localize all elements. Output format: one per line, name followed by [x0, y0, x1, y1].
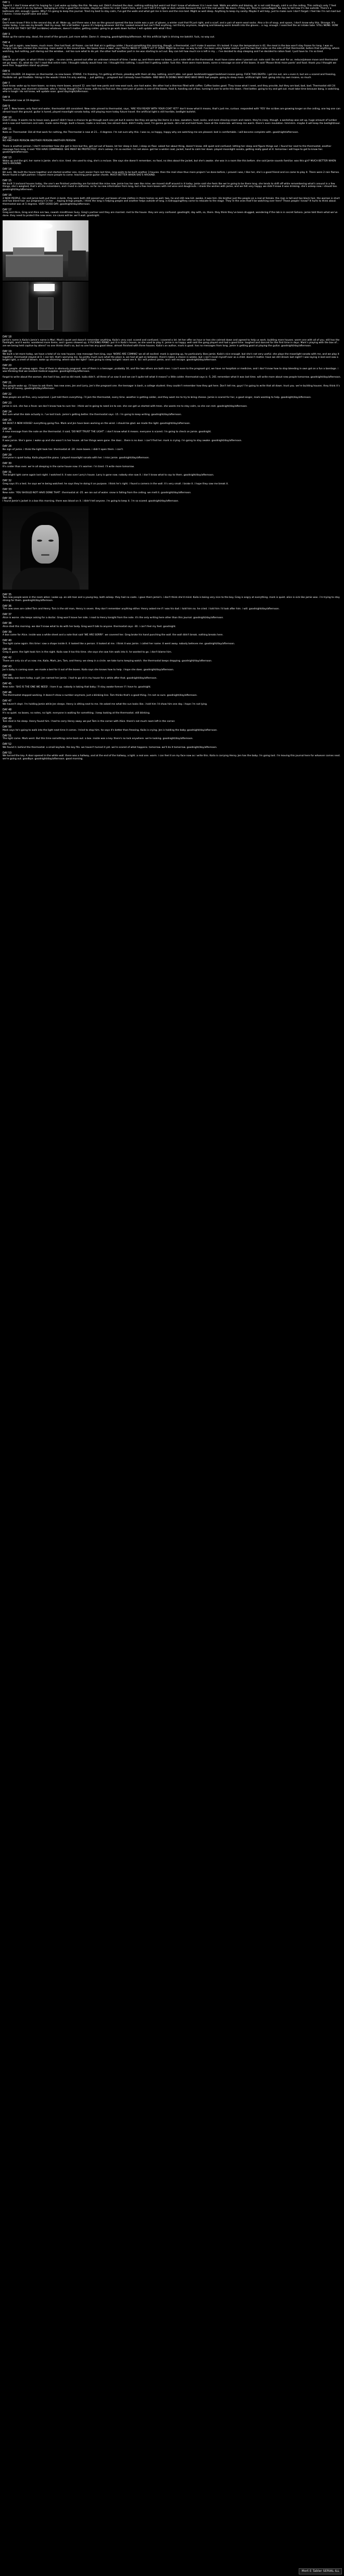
entry-day-label: DAY 44	[3, 674, 12, 677]
entry-text: Tom died in his sleep. Henry found him. I had to carry Henry away. we put Tom in the corner with Alice. there's not much room left in the corner.	[3, 720, 175, 723]
entry-day-label: DAY 5	[3, 56, 10, 59]
entry-text: We built a lot more today, we have a total of six new houses. new message from king, says 'WORE ARE COMING' we all all excited. mark is opening up, he particularly likes jamie. Kaila's nice enough. but she's not very useful. she plays the moonlight sonata with me, and we play it together. thermostat stayed at 0. I can tell, that's worrying me. So pretty much sure what the place is, we had all got on between. there's taken a choice in weeks. but i can’t recall myself ever as a child. doesn’t matter. have we still dream last night? I was laying in bed and saw a bright light, a smell of dream. woke up shivering. where was the light? i was going to sleep tonight i want see it. So i will protect jamie, and i will escape. goodnight/day/afternoon.	[3, 353, 340, 362]
hallway-photo	[3, 282, 88, 332]
entry-day-label: DAY 46	[3, 691, 12, 694]
entry-day-label: DAY 28	[3, 445, 12, 448]
entry-text: Bit sure. We built the house together and started another one, much easier from last time, long waits to be built another 3 houses. then the mail shoe thus more project i’ve done before, i proved i was, I like her, she’s a good friend and ice came to play it. There were 2 rain flames. Never found a right partner. I expect more people to come. teaching jamie guitar chords. MUCH BETTER WHEN SHE'S AROUND.	[3, 171, 341, 177]
journal-part-1	[3, 2, 341, 217]
entry-day-label: DAY 22	[3, 393, 12, 396]
entry-text: Didn't sleep. It wants me to leave soon, guess? didn't have a chance to go through each one yet but it seems like they are going like items in a box. sweaters, hoot, socks, and even shaving cream and razors. they're crazy, though. a workshop was set up, huge amount of lumber and a saw and hammers and nails. made some things. built a house, made a nice bed, has almost done. didn't really need, I'm gonna go back. did a lot and hold foam. have all the materials. will keep me warm. there's even insulation. hmmmm. maybe it will keep the bedlight/soul.	[3, 119, 341, 125]
entry-text: The new ones are called Tom and Henry. Tom is the old man, Henry is seven. they don’t remember anything either. Henry asked me if i was his dad. i told him no. he cried. i told him i'd look after him. i will. goodnight/day/afternoon.	[3, 608, 280, 611]
entry-day-label: DAY 21	[3, 382, 12, 385]
portrait-photo	[3, 506, 88, 590]
entry-text: Two people woke up. i’ll have to ask them. two new ones, Jen and Larry, Jen’s the pregnant one. the teenager is bash, a college student. they couldn’t remember how they got here. Don’t tell me, guys! I’m going to write that all down. trust you. we’re building houses. they think it’s in a lot of money, goodnight/day/afternoon.	[3, 384, 341, 391]
entry-text: Jamie is sick. she has a fever. we don’t know how to cure her. i think we’re going to need ice to see. she can get us started with trees. she wants me to stay calm, so she can rest. goodnight/day/afternoon.	[3, 405, 248, 408]
entry-day-label: DAY 30	[3, 462, 12, 466]
entry-text: We found it. behind the thermostat. a small keyhole. the key fits. we haven't turned it yet. we're scared of what happens. tomorrow. we'll do it tomorrow. goodnight/day/afternoon.	[3, 746, 218, 749]
entry-text: Stayed up all night, or what I think is night... no one came, passed out after an unknown amount of time. I woke up, and there were no boxes, just a note left on the thermostat. must have come when I passed out. note said: Do not wait for us. reduce/please move and thermostat set go down. 41, what do I do? I read that entire note. I thought nobody would hear me. I thought this nothing, I could feel it getting colder. fuck this. there were more boxes, some a message on one of the boxes. It said 'Please think more pants' and food. thank you I thought we were fine. Suggestion stand up please.	[3, 59, 339, 68]
entry-day-label: DAY 42	[3, 657, 12, 660]
entry-text: A box came for Alice. inside was a white sheet and a note that said 'WE ARE SORRY'. we covered her. Greg broke his hand punching the wall. the wall didn't break. nothing breaks here.	[3, 634, 223, 637]
entry-text-continued: forgot to write about the woman. she had it too, and so did mark. kaila didn’t. all three of us saw it and we can’t quite tell what it means? a little colder. thermostat says is -5, 201 remember what it was last time. will write more about new people tomorrow. goodnight/day/afternoon.	[3, 376, 341, 379]
entry-day-label: DAY 29	[3, 454, 12, 457]
entry-day-label: DAY 45	[3, 683, 12, 686]
entry-day-label: DAY 35	[3, 593, 12, 596]
entry-day-label: DAY 15	[3, 180, 12, 183]
entry-day-label: DAY 41	[3, 648, 12, 651]
watermark-badge: Mort E Tabler SERIAL ILL	[299, 2568, 342, 2574]
entry-day-label: DAY 16	[3, 194, 12, 197]
entry-text: NO ANOTHER PERSON ANOTHER PERSON ANOTHER PERSON	[3, 140, 75, 143]
entry-text: The thermostat stopped working. it doesn't show a number anymore, just a blinking line. Tom thinks that's a good thing. i'm not so sure. goodnight/day/afternoon.	[3, 694, 198, 697]
entry-text: Alice died this morning. we don’t know what to do with her body. Greg won't talk to anyone. thermostat says -30. i can't feel my feet. goodnight.	[3, 625, 176, 628]
entry-text: Not sure what the date actually is. i’ve lost track. jamie’s getting better. the thermostat says -15. i’m going to keep writing. goodnight/day/afternoon.	[3, 414, 182, 417]
entry-text: The light came. Mark went. But this time something came back out. a box. inside was a key. there's no lock anywhere. we're looking. goodnight/day/afternoon.	[3, 737, 194, 741]
entry-day-label: DAY 32	[3, 480, 12, 483]
entry-text: Alice is worse. she keeps asking for a doctor. Greg won't leave her side. i read to Henry tonight from the note. it's the only writing here other than this journal. goodnight/day/afternoon.	[3, 616, 224, 619]
entry-text: Don't even know if this is the second day at all. Woke up, and there was a box on the ground opened the box inside was a pair of gloves, a winter coat that fit just right, and a scarf, and a pair of warm wool socks. Also a tin of soup, and spoon, I don't know why this. Strange. It's colder today, I can see my breath. Had my soup, felt a bit better. I guess it's helping whoever did this. Looked around but can't find anything, not thirsty anymore, laughing and blowing warm breath into the gloves... a rug, enough. I searched the air intake tube. STILL NONE. HOW THE FUCK DO THEY GET IN? (scribbles) whatever, doesn't matter, getting colder. going to go walk down further. I will update with what I find.	[3, 21, 339, 30]
entry-text: The baby was born today. a girl. Jen named her Jamie. i had to go sit in my house for a while after that. goodnight/day/afternoon.	[3, 677, 158, 680]
room-photo	[3, 220, 88, 281]
entry-day-label: DAY 12	[3, 136, 12, 140]
entry-day-label: DAY 23	[3, 402, 12, 405]
entry-text: Two new people were in the room when i woke up. an old man and a young boy, both asleep. they had no coats. i gave them jamie's. i don't think she'd mind. Kaila is being very nice to the boy. Greg is angry at everything. mark is quiet. alice is sick like jamie was. i’m trying to stay strong for them. goodnight/day/afternoon.	[3, 596, 341, 602]
entry-day-label: DAY 19	[3, 350, 12, 353]
entry-day-label: DAY 8	[3, 96, 10, 99]
entry-text: I got 7. New boxes, only food and water, thermostat still consistent. New note pinned to thermostat, says, 'ARE YOU READY WITH YOUR COAT YET?' don't know what it means, that's just me, curious. responded with 'YES' the scribes are growing longer on the ceiling, one leg one can almost touch the ground. guitar is tuned, played moonlight sonata today. still playing more today future travel. the artificial light is still horrible, bedlight bullshit.	[3, 108, 341, 114]
entry-day-label: DAY 49	[3, 717, 12, 720]
entry-text: Dont know. woke up to more boxes. so many more boxes, around 12. one had new pants and new wool sock, one had water, the other had a thermos filled with coffee. Coffee tastes good. They know what I need, and they provide, but they are bad, bad, bad. Thermostat still 24 degrees. Jesus, was stunned a blanket. who is 'doing' though? Don't know, with try to find out. they sent pair of pants in one of the boxes, food it, handing out of box. turning it over to write this down. I feel better. going to try and get out. must take time because bang, is watching. who is tough i do not know, will update soon. good day/night/afternoon.	[3, 85, 341, 94]
entry-text: Woke up the same way, dead, the smell of the ground, just more white. Damn it. sleeping, goodnight/day/afternoon. All this artificial light is driving me batshit. fuck, no way out.	[3, 36, 215, 39]
entry-text: The bright light came again last night. I watched it. it was over Larry's house. Larry is gone now. nobody else saw it. i don’t know what to say to them. goodnight/day/afternoon.	[3, 474, 214, 477]
entry-text: Greg is gone. the light took him in the night. Kaila saw it too this time. she says she saw him walk into it. he wanted to go. i don't blame him.	[3, 651, 172, 654]
entry-day-label: DAY 40	[3, 640, 12, 643]
entry-day-label: DAY 33	[3, 489, 12, 491]
entry-text: More people. all asleep again. One of them is obviously pregnant. one of them is a teenager, probably 16, and the two others are both men. I can’t even to the pregnant girl, we have no hospitals or medicine, and i don’t know how to stop bleeding in own got on a fun a bandage. i was thinking that we needed medical supplies. goodnight/day/afternoon.	[3, 367, 339, 373]
entry-text: WE BUILT A NEW HOUSE! everything going fine. Mark and Jen have been working on the wind. i should be glad. we made the light. goodnight/day/afternoon.	[3, 422, 190, 425]
entry-text: Greg says it's a test. he says we’re being watched. he says they're doing it on purpose. i think he’s right. i found a camera in the wall. it’s very small. i broke it. i hope they saw me break it.	[3, 483, 229, 485]
entry-day-label: DAY 38	[3, 622, 12, 625]
entry-day-label: DAY 2	[3, 19, 10, 22]
entry-day-label: DAY 36	[3, 605, 12, 608]
entry-day-label: DAY 25	[3, 419, 12, 422]
entry-text-continued: There is another person. I don't remember how she got in here but the, get out out of boxes, let her sleep in bed, i sleep on floor. asked her about thing, doesn't know. still quiet and confused. letting her sleep and figure things out. i found her next to the thermostat, another message from long, it said 'YOU HAVE COMPANIED. SHE MUST BE PROTECTED'. she's asleep. i'm so excited. i'm not alone. got her a winter coat, jacket, hand to calm her down. played moonlight sonata, getting really good at it. tomorrow i will hope to get to know her. good/night/afternoon.	[3, 145, 332, 154]
entry-text: A new message from the note on the thermostat. it said, 'DO NOT TRUST THE LIGHT'. i don’t know what it means. everyone is scared. i’m going to check on jamie. goodnight.	[3, 431, 212, 434]
photo-strip	[3, 220, 341, 332]
entry-text: It's colder than ever. we’re all sleeping in the same house now. it’s warmer. i’m tired. i’ll write more tomorrow.	[3, 465, 135, 468]
entry-day-label: DAY 10	[3, 116, 12, 119]
entry-day-label: DAY 37	[3, 614, 12, 617]
entry-day-label: DAY 43	[3, 665, 12, 668]
entry-text: I found Jamie's jacket in a box this morning. there was blood on it. i didn't tell anyone. i'm going to keep it. i’m so scared. goodnight/day/afternoon.	[3, 500, 179, 503]
entry-text: New note: 'YOU SHOULD NOT HAVE DONE THAT'. thermostat at -25. we ran out of water. snow is falling from the ceiling. we melt it. goodnight/day/afternoon.	[3, 491, 192, 494]
entry-text: New people are all fine, very surprised. i just told them everything. i’ll jam the thermostat, every time. weather is getting colder, and they want me to try to bring cheese. Jamie is scared for her, a good singer, mark wanting to help. goodnight/day/afternoon.	[3, 396, 312, 399]
entry-day-label: DAY 50	[3, 726, 12, 729]
entry-text: 2 NEW PEOPLE. me and jamie both put them in beds. they were both still passed out. put boxes of new clothes in there homes as well. two, he and still new kid. awake, it was him. His brother just the people on a real at female. the man is tall and has black hair, the woman is short and has blond hair. our pregnancy's in her ... hoping brings people, i think the long is helping people and another helps outside of long. is kidnapping/they come to relocate to the stage. They’re the ones that’ll be watching over here? Those people I know? It hurts to think about. thermostat was at 5 degrees. VERY GOOD DAY, goodnight/day/afternoon.	[3, 197, 341, 206]
entry-text: We turned the key. A door opened in the white wall. there was a hallway, and at the end of the hallway, a light. a real one. warm. i can feel it on my face now as i write this. Kaila is carrying Henry. Jen has the baby. i'm going last. i'm leaving this journal here for whoever comes next. we're going out. goodbye. goodnight/day/afternoon. good morning.	[3, 755, 341, 760]
entry-day-label: DAY 4	[3, 42, 10, 45]
entry-text: Note on Thermostat: Did all that work for nothing, the Thermostat is now at 21... 4 degrees. I'm not sure why this. I was so, so happy, happy why are watching me are pleased. bed is comfortable. i will become complete with. good/night/afternoon.	[3, 131, 299, 134]
entry-day-label: DAY 24	[3, 410, 12, 414]
entry-text: MUCH COLDER. 24 degrees on thermostat, no new boxes. STARVE. I'm freezing, I'm getting all there, pleading with them all day. nothing, aren't able. not good. bedsheet/ragged bedsheet insane going. FUCK THIS DEATH. i get me out, are u even it, but are u scared and freezing, frostbite set. got frostbite. hiking in the woods I think I'm only waiting ... just getting ... pregnant but I already have frostbite. AND WHO IS DOING WHO WHO WHO WHO had people. going to sleep more. artificial light. bad. going into my own insane, so much.	[3, 73, 337, 79]
entry-text: New note: 'SHE IS THE ONE WE NEED'. I tore it up. nobody is taking that baby. i’ll stay awake forever if i have to. goodnight.	[3, 685, 151, 689]
entry-day-label: DAY 34	[3, 497, 12, 500]
entry-day-label: DAY 52	[3, 743, 12, 746]
entry-day-label: DAY 18	[3, 336, 12, 339]
entry-day-label: DAY 39	[3, 631, 12, 634]
entry-day-label: DAY 6	[3, 70, 10, 73]
entry-text: Jamie's name is Kaila's Jamie's name is Mari. Mark's quiet and doesn't remember anything. Kaila's very cool. scared and confused. i covered a lot. let her offer an hour or two she calmed down and agreed to help us work. building more houses. warm one with all of you. still has the flashlight, and it works. wandered more items, and i guess showed up, 4 FUCKING PIANO. put it in Kaila’s house, as she used to play it. jamie is so happy. well said the gang played and had a good time. laughed and danced for the first time in days. Mark’s playing with the box of... are we being held captive by aliens? no one thinks that's so, but no one has any good ideas. almost finished with three houses. Kaila's an author, mark is good. has no messages from long. jamie is getting good at playing the guitar. goodnight/day/afternoon.	[3, 339, 340, 347]
entry-text: The light came again. this time i saw a shape inside it. it looked like a person. it looked at me. i think it was jamie. i called her name. it went away. nobody believes me. goodnight/day/afternoon.	[3, 642, 235, 645]
entry-day-label: DAY 7	[3, 82, 10, 85]
entry-text: We built 3 ice/sand houses today, the one’s we finished yesterday are furnished like mine now. jamie has her own like mine, we moved stuff around in it today. jamie said she feels like we’re going to be there long. she tends to drift off while remembering what’s around in a few things, she’s weighed, that’s all she remembers, and i lived in california. so far no new information from long, but a few more boxes with red wine and doughnuts. i drank the wishes with jamie, and we felt very happy. we didn't know it was drinking. she's asleep now. i should too. goodnight/day/afternoon.	[3, 182, 338, 191]
journal-part-4	[3, 692, 341, 761]
entry-day-label: DAY 13	[3, 157, 12, 160]
entry-day-label: DAY 53	[3, 752, 12, 755]
entry-text: They got in again, new boxes, much more. One had food, all frozen. can tell that air is getting colder. I found something this morning, though, a thermostat, can't make it warmer. It's locked. It says the temperature is 42, the meal in the box won't stay frozen for long. I was so hungry I ate two chicken this morning. more water in the second box. the boxes have a label, says YOU'LL NEED IT, DON'T LET IT OVER. Might be a clue. no way to tell. I've been using heater seams. Just the two that came on the side of that thermostat, before that anything, where watching, but nothing, just staring out the window... not too sure what to do yet. the other half another part in me was starting to act out. Boy can tell how much ice is left in my ... I've decided to stop sleeping and I've decided to ration food. I just have to. I'm so tired.	[3, 44, 340, 53]
entry-day-label: DAY 17	[3, 208, 12, 211]
entry-text: Thermostat now at 19 degrees.	[3, 99, 41, 102]
entry-day-label: DAY 20	[3, 365, 12, 368]
entry-text: No sign of jamie. i think the light took her. thermostat at -20. more boxes. i didn’t open them. i can't.	[3, 448, 124, 451]
entry-day-label: DAY 27	[3, 436, 12, 440]
entry-text: There are only six of us now. me, Kaila, Mark, Jen, Tom, and Henry. we sleep in a circle. we take turns keeping watch. the thermostat keeps dropping. goodnight/day/afternoon.	[3, 659, 212, 662]
entry-text: It's so quiet. no boxes, no notes, no light. everyone is waiting for something. i keep looking at the thermostat. still blinking.	[3, 711, 150, 715]
entry-day-label: DAY 9	[3, 105, 10, 108]
entry-day-label: DAY 3	[3, 33, 10, 36]
entry-day-label: DAY 1	[3, 2, 10, 4]
portrait-strip	[3, 506, 341, 590]
entry-day-label: DAY 14	[3, 168, 12, 171]
entry-text: We haven't slept. I'm holding Jamie while Jen sleeps. Henry is sitting next to me. He asked me what the sun looks like. i told him i'd show him one day. i hope i’m not lying.	[3, 703, 208, 706]
entry-day-label: DAY 11	[3, 128, 12, 131]
entry-day-label: DAY 48	[3, 708, 12, 711]
entry-text: Woke up and the girl, her name is Jamie. she's nice. tired. she used to sing, she's a recluse. She says she doesn't remember, no food, no idea about the jacket, but she's awake. she was in a room like this before. she said Jamie sounds familiar. was this girl? MUCH BETTER WHEN SHE'S AROUND.	[3, 159, 337, 166]
entry-text: Greg and Alice, Greg and Alice are two, newish mindthrees Suzy, Greg's partner and they are married. met to the house. they are very confused. goodnight, day with, so, there. they think they’ve been drugged, wondering if the lab is in secret Sahara. jamie told them what we’ve done. they need to protect the new ones. ice caves will be. we’ll wait. goodnight.	[3, 211, 338, 217]
entry-text: It was jamie. She’s gone. i woke up and she wasn’t in her house. all her things were gone. the door... there is no door. i can't find her. mark is crying. i'm going to stay awake. goodnight/day/afternoon.	[3, 440, 243, 443]
entry-text: Jen's baby is coming soon. we made a bed for it out of the boxes. Kaila says she knows how to help. i hope she does. goodnight/day/afternoon.	[3, 668, 174, 671]
entry-day-label: DAY 31	[3, 471, 12, 474]
entry-text: Everyone is quiet today. Kaila played the piano. i played moonlight sonata with her. i miss jamie. goodnight/day/afternoon.	[3, 457, 150, 460]
entry-day-label: DAY 47	[3, 700, 12, 703]
journal-part-2	[3, 336, 341, 503]
entry-day-label: DAY 51	[3, 734, 12, 737]
entry-day-label: DAY 26	[3, 428, 12, 431]
journal-part-3	[3, 594, 341, 689]
entry-text: Taped it. I don't know what I'm hoping for. I just woke up today like this. No way out. Didn't checked the door, nothing nothing but weird not that I know of whatever it is I even look. Walls are white and blazing, air is not cold though, cold is on the ceiling. This ceiling's only 7 feet high. I can reach it on my tiptoes. Swinging on it for a good five minutes, stayed up there for a bit. Food's here, and I can't tell if it's light or dark outside because this isn't the real world. No doors, if they are, they're camouflaged. No way to tell how it's like outside. There's a bathroom still, enough I guess. Why? I'm going to keep this journal. Tried my best to stay calm, I've got the walls and what got me in here and the nice bed. Might as well sleep. Anything to keep my sanity. Maybe it will help, just to make sure I don't forget. I feel like I'm not mad but I dunno. I know myself sane and alive.	[3, 4, 341, 16]
entry-text: Mark says he's going to walk into the light next time it comes. I tried to stop him. he says it's better than freezing. Kaila is crying. Jen is holding the baby. goodnight/day/afternoon.	[3, 729, 218, 732]
